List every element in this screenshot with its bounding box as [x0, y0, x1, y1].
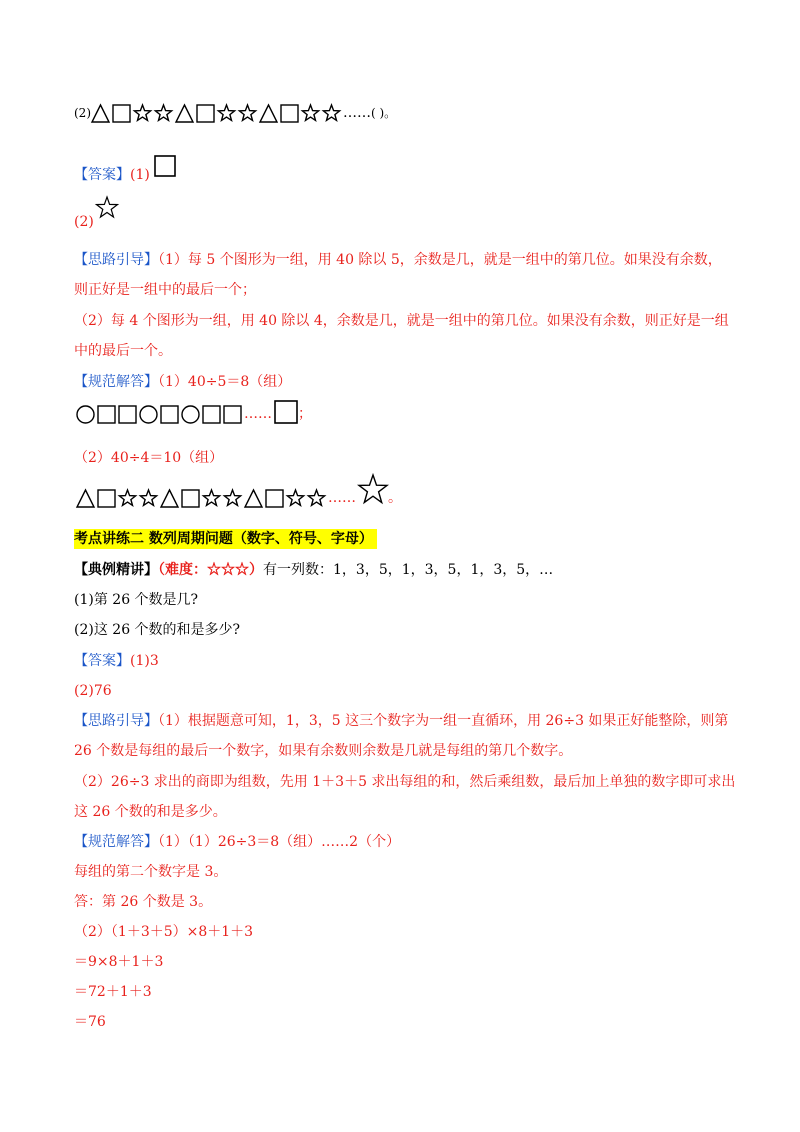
star-icon: [286, 489, 305, 508]
star-icon: [133, 104, 152, 123]
question-2-line: [74, 103, 396, 123]
hint2-line-2: 26 个数是每组的最后一个数字，如果有余数则余数是几就是每组的第几个数字。: [74, 743, 573, 759]
square-icon: [112, 104, 131, 123]
hint2-line-1: [74, 711, 728, 731]
solution-line-2: [74, 448, 223, 468]
answer-part-2: (2): [74, 214, 94, 230]
triangle-icon: [259, 104, 278, 123]
solution2-label: 【规范解答】: [74, 834, 158, 850]
star-icon: [154, 104, 173, 123]
solution2-line-1: [74, 832, 400, 852]
answer-line-1: [74, 163, 176, 185]
answer2-label: 【答案】: [74, 653, 130, 669]
question-2-prefix: (2): [74, 106, 91, 120]
star-icon: [118, 489, 137, 508]
solution-calc-2: （2）40÷4＝10（组）: [74, 450, 224, 466]
section-title: [74, 529, 377, 549]
circle-icon: [76, 405, 95, 424]
solution2-line-5: ＝9×8＋1＋3: [74, 954, 164, 970]
solution-label: 【规范解答】: [74, 374, 158, 390]
hint-line-1: [74, 250, 722, 270]
shape-sequence-1: [76, 406, 244, 422]
square-icon: [196, 104, 215, 123]
square-icon: [202, 405, 221, 424]
solution2-text-1: （1）（1）26÷3＝8（组）……2（个）: [158, 834, 401, 850]
row2-end: 。: [388, 490, 402, 506]
star-icon: [202, 489, 221, 508]
answer-part-1: (1): [130, 167, 150, 183]
shape-sequence-2: [76, 490, 328, 506]
hint2-line-3: （2）26÷3 求出的商即为组数，先用 1＋3＋5 求出每组的和，然后乘组数，最后加上单独的数字即可求出: [74, 774, 736, 790]
square-icon: [223, 405, 242, 424]
example-question-2: (2)这 26 个数的和是多少?: [74, 622, 241, 638]
square-icon: [160, 405, 179, 424]
triangle-icon: [175, 104, 194, 123]
solution2-line-6: ＝72＋1＋3: [74, 984, 152, 1000]
example-label: 【典例精讲】: [74, 562, 158, 578]
star-icon: [223, 489, 242, 508]
solution2-line-7: ＝76: [74, 1014, 106, 1030]
hint-text-1: （1）每 5 个图形为一组，用 40 除以 5，余数是几，就是一组中的第几位。如果没有余数，: [158, 252, 722, 268]
star-icon: [238, 104, 257, 123]
hint-line-4: 中的最后一个。: [74, 343, 172, 359]
solution2-line-4: （2）（1＋3＋5）×8＋1＋3: [74, 924, 254, 940]
star-icon: [96, 196, 118, 218]
section-title-text: 考点讲练二 数列周期问题（数字、符号、字母）: [74, 529, 377, 549]
answer2-line-1: [74, 651, 159, 671]
answer2-a1: (1)3: [130, 653, 159, 669]
star-icon: [307, 489, 326, 508]
question-2-shape-sequence: [91, 105, 343, 121]
example-statement: 有一列数：1，3，5，1，3，5，1，3，5，…: [263, 562, 554, 578]
question-2-ellipsis: ……: [343, 105, 371, 121]
example-line: [74, 560, 553, 580]
star-icon: [358, 474, 388, 504]
star-icon: [322, 104, 341, 123]
row2-ellipsis: ……: [328, 490, 356, 506]
hint-line-3: （2）每 4 个图形为一组，用 40 除以 4，余数是几，就是一组中的第几位。如果没有余数，则正好是一组: [74, 313, 729, 329]
solution2-line-2: 每组的第二个数字是 3。: [74, 864, 228, 880]
solution-line-1: [74, 372, 291, 392]
hint2-label: 【思路引导】: [74, 713, 158, 729]
square-icon: [154, 155, 176, 177]
hint-label: 【思路引导】: [74, 252, 158, 268]
solution2-line-3: 答：第 26 个数是 3。: [74, 894, 213, 910]
square-icon: [97, 405, 116, 424]
square-icon: [97, 489, 116, 508]
solution-shape-row-2: [76, 478, 402, 508]
solution-shape-row-1: [76, 400, 312, 424]
answer-line-2: [74, 212, 94, 232]
triangle-icon: [244, 489, 263, 508]
star-icon: [217, 104, 236, 123]
square-icon: [265, 489, 284, 508]
hint2-text-1: （1）根据题意可知，1，3，5 这三个数字为一组一直循环，用 26÷3 如果正好能整除，则第: [158, 713, 729, 729]
example-question-1: (1)第 26 个数是几?: [74, 592, 199, 608]
hint-line-2: 则正好是一组中的最后一个；: [74, 282, 256, 298]
answer-label: 【答案】: [74, 167, 130, 183]
row1-end: ；: [298, 406, 312, 422]
circle-icon: [181, 405, 200, 424]
square-icon: [181, 489, 200, 508]
answer2-a2: (2)76: [74, 683, 112, 699]
circle-icon: [139, 405, 158, 424]
triangle-icon: [160, 489, 179, 508]
star-icon: [301, 104, 320, 123]
star-icon: [139, 489, 158, 508]
square-icon: [274, 400, 298, 424]
square-icon: [118, 405, 137, 424]
triangle-icon: [91, 104, 110, 123]
row1-ellipsis: ……: [244, 406, 272, 422]
example-difficulty: （难度：☆☆☆）: [158, 562, 263, 578]
solution-calc-1: （1）40÷5＝8（组）: [158, 374, 292, 390]
square-icon: [280, 104, 299, 123]
hint2-line-4: 这 26 个数的和是多少。: [74, 804, 227, 820]
triangle-icon: [76, 489, 95, 508]
question-2-blank: ( )。: [371, 106, 397, 120]
